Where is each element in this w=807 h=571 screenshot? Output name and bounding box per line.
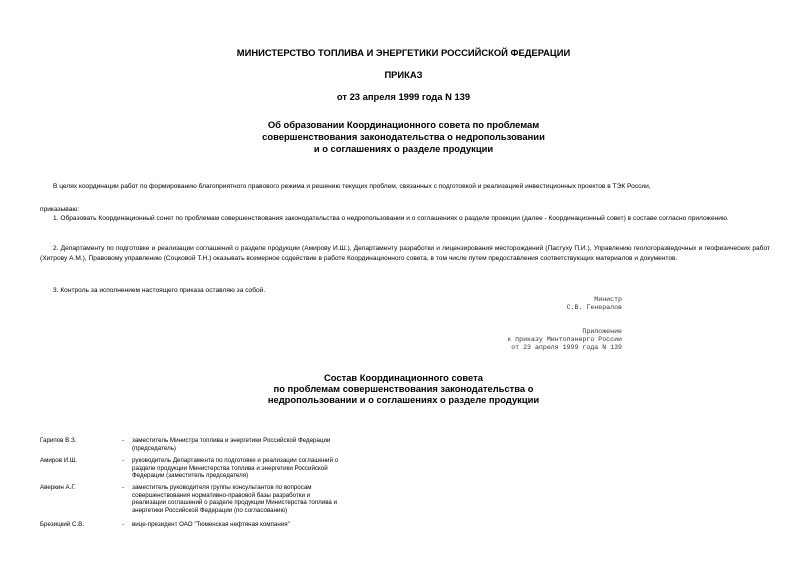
composition-title-line: по проблемам совершенствования законодательства о <box>273 383 534 394</box>
order-item-2: 2. Департаменту по подготовке и реализации соглашений о разделе продукции (Амирову И.Ш.), Департаменту разработки и лицензирования месторождений (Пастуху П.И.), Управлению геологоразведочных и геофизических работ (Хитрову А.М.), Правовому управлению (Соцковой Т.Н.) оказывать всемерное содействие в работе Координационного совета, в том числе путем предоставления соответствующих материалов и документов. <box>40 245 770 262</box>
member-dash: - <box>122 484 125 491</box>
member-role: вице-президент ОАО "Тюменская нефтяная компания" <box>132 521 290 528</box>
member-name: Амиров И.Ш. <box>40 457 78 464</box>
document-type: ПРИКАЗ <box>384 69 423 80</box>
ministry-heading: МИНИСТЕРСТВО ТОПЛИВА И ЭНЕРГЕТИКИ РОССИЙСКОЙ ФЕДЕРАЦИИ <box>236 47 571 58</box>
member-role: заместитель руководителя группы консультантов по вопросам совершенствования нормативно-правовой базы разработки и реализации соглашений о разделе продукции Министерства топлива и энергетики Российской Федерации (по согласованию) <box>132 484 338 514</box>
member-dash: - <box>122 437 125 444</box>
document-date-number: от 23 апреля 1999 года N 139 <box>336 91 471 102</box>
member-role: руководитель Департамента по подготовке и реализации соглашений о разделе продукции Министерства топлива и энергетики Российской Федерации (заместитель председателя) <box>132 457 339 480</box>
member-name: Гарипов В.З. <box>40 437 77 444</box>
member-name: Брезицкий С.В. <box>40 521 85 528</box>
order-title-line: совершенствования законодательства о недропользовании <box>262 131 545 142</box>
member-dash: - <box>122 521 125 528</box>
composition-title-line: недропользовании и о соглашениях о разделе продукции <box>267 394 540 405</box>
signature-name: С.В. Генералов <box>566 304 622 311</box>
appendix-note-line: от 23 апреля 1999 года N 139 <box>511 344 622 351</box>
appendix-note-line: к приказу Минтопэнерго России <box>507 336 622 343</box>
order-item-1: 1. Образовать Координационный сонет по проблемам совершенствования законодательства о недропользовании и о соглашениях о разделе проекции (далее - Координационный совет) в составе согласно приложению. <box>53 215 729 222</box>
member-dash: - <box>122 457 125 464</box>
appendix-note-line: Приложение <box>582 328 622 335</box>
composition-title-line: Состав Координационного совета <box>324 372 483 383</box>
member-name: Аверкин А.Г. <box>40 484 76 491</box>
order-word: приказываю: <box>40 206 80 213</box>
order-title-line: Об образовании Координационного совета по проблемам <box>267 119 540 130</box>
intro-paragraph: В целях координации работ по формированию благоприятного правового режима и решению текущих проблем, связанных с подготовкой и реализацией инвестиционных проектов в ТЭК России, <box>53 183 651 190</box>
member-role: заместитель Министра топлива и энергетики Российской Федерации (председатель) <box>132 437 331 452</box>
order-title-line: и о соглашениях о разделе продукции <box>313 143 494 154</box>
order-item-3: 3. Контроль за исполнением настоящего приказа оставляю за собой. <box>53 287 266 294</box>
signature-position: Министр <box>594 296 622 303</box>
